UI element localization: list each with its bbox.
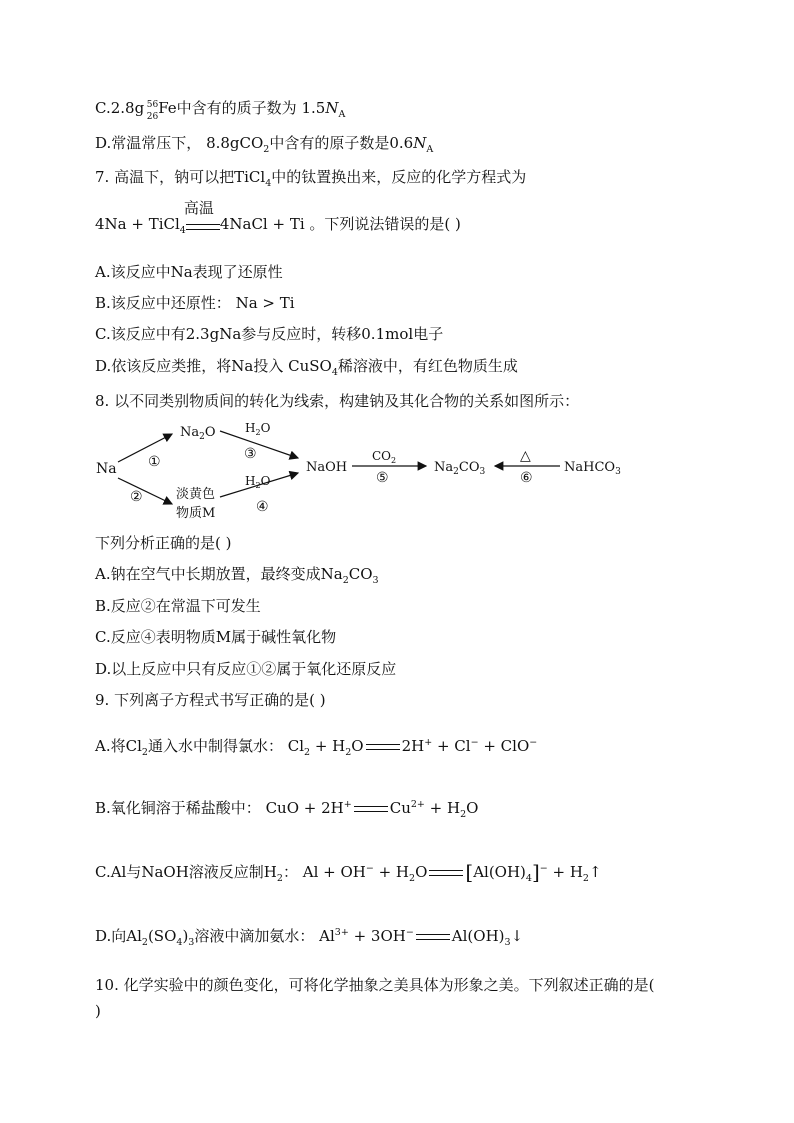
equals-sign	[366, 744, 400, 750]
q7-option-b: B.该反应中还原性： Na > Ti	[95, 294, 295, 312]
equation-arrow: 高温	[186, 214, 220, 234]
q7-stem: 7. 高温下，钠可以把TiCl$_4$中的钛置换出来，反应的化学方程式为	[95, 168, 527, 189]
node-nahco3: NaHCO$_3$	[564, 460, 621, 477]
q9-option-c: C.Al与NaOH溶液反应制$H_2$： $Al + OH^- + H_2O$ $[Al(OH)_4]^-$ + $H_2↑$	[95, 860, 602, 884]
arrow-reaction-2	[118, 478, 172, 504]
q9-option-d: D.向$Al_2(SO_4)_3$溶液中滴加氨水： $Al^{3+} + 3OH^-$ $Al(OH)_3↓$	[95, 927, 524, 948]
equals-sign	[354, 806, 388, 812]
q7-option-c: C.该反应中有2.3gNa参与反应时，转移0.1mol电子	[95, 325, 444, 343]
gas-up-arrow: ↑	[588, 863, 602, 881]
arrow-reaction-1	[118, 434, 172, 462]
node-m-line2: 物质M	[176, 506, 216, 521]
q10-stem: 10. 化学实验中的颜色变化，可将化学抽象之美具体为形象之美。下列叙述正确的是(	[95, 976, 655, 994]
q9-option-b: B.氧化铜溶于稀盐酸中： CuO + 2H+ $Cu^{2+} + H_2O$	[95, 799, 479, 820]
q8-option-d: D.以上反应中只有反应①②属于氧化还原反应	[95, 660, 397, 678]
q6-option-d: D.常温常压下， 8.8gCO$_2$中含有的原子数是$0.6N_A$	[95, 134, 434, 155]
q8-option-c: C.反应④表明物质M属于碱性氧化物	[95, 628, 337, 646]
sodium-conversion-diagram	[90, 418, 630, 528]
label-r2: ②	[130, 489, 143, 505]
q6-option-c: C.2.8g 56 26 Fe中含有的质子数为 $1.5N_A$	[95, 99, 346, 122]
label-r4: ④	[256, 499, 269, 515]
equals-sign	[416, 934, 450, 940]
label-co2: $CO_2$	[372, 449, 397, 465]
q8-ask: 下列分析正确的是( )	[95, 534, 232, 552]
q7-option-a: A.该反应中Na表现了还原性	[95, 263, 283, 281]
q9-option-a: A.将$Cl_2$通入水中制得氯水： $Cl_2 + H_2O$ 2H+ + Cl− + ClO−	[95, 737, 538, 758]
label-h2o-4: $H_2O$	[245, 474, 271, 490]
q7-equation: 4Na + TiCl$_4$ 高温 4NaCl + Ti 。下列说法错误的是( )	[95, 199, 461, 236]
q10-close: )	[95, 1002, 101, 1020]
equals-sign	[429, 870, 463, 876]
q8-stem: 8. 以不同类别物质间的转化为线索，构建钠及其化合物的关系如图所示：	[95, 392, 580, 410]
q7-option-d: D.依该反应类推，将Na投入 CuSO$_4$稀溶液中，有红色物质生成	[95, 357, 518, 378]
label-r3: ③	[244, 446, 257, 462]
node-na: Na	[96, 461, 117, 477]
label-r5: ⑤	[376, 470, 389, 486]
node-m-line1: 淡黄色	[176, 487, 216, 502]
label-h2o-3: $H_2O$	[245, 421, 271, 437]
label-r6: ⑥	[520, 470, 533, 486]
label-heat: △	[520, 448, 531, 464]
q8-option-b: B.反应②在常温下可发生	[95, 597, 261, 615]
precipitate-down-arrow: ↓	[510, 927, 524, 945]
q8-option-a: A.钠在空气中长期放置，最终变成$Na_2CO_3$	[95, 565, 379, 586]
node-na2co3: $Na_2CO_3$	[434, 460, 486, 477]
isotope-label: 56 26	[146, 100, 159, 122]
node-naoh: NaOH	[306, 460, 348, 475]
node-na2o: $Na_2O$	[180, 425, 216, 442]
label-r1: ①	[148, 454, 161, 470]
q9-stem: 9. 下列离子方程式书写正确的是( )	[95, 691, 326, 709]
